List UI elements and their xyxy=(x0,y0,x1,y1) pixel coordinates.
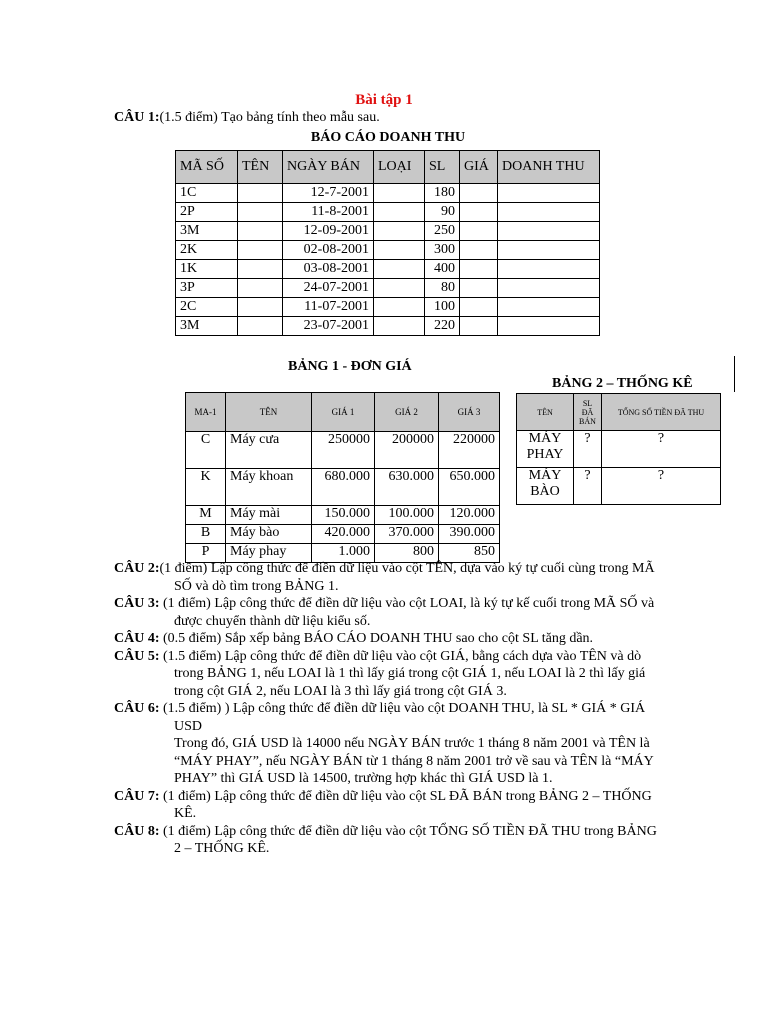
table-cell: 150.000 xyxy=(312,506,375,525)
table-cell: 1.000 xyxy=(312,544,375,563)
table-row xyxy=(176,222,600,241)
table-cell: 02-08-2001 xyxy=(283,241,374,260)
table-header-row xyxy=(176,151,600,184)
question-2 xyxy=(114,560,714,595)
table-cell: 420.000 xyxy=(312,525,375,544)
table-cell: 11-07-2001 xyxy=(283,298,374,317)
header-sl: SL xyxy=(425,151,460,184)
table-cell xyxy=(238,241,283,260)
table-cell: 220 xyxy=(425,317,460,336)
page-title: Bài tập 1 xyxy=(355,92,413,108)
header-ten: TÊN xyxy=(517,394,574,431)
question-label: CÂU 5: xyxy=(114,648,160,664)
table-cell: 650.000 xyxy=(439,469,500,506)
table-cell: 12-09-2001 xyxy=(283,222,374,241)
question-text: PHAY” thì GIÁ USD là 14500, trường hợp khác thì GIÁ USD là 1. xyxy=(174,771,553,786)
table-row xyxy=(517,431,721,468)
table-cell: 2K xyxy=(176,241,238,260)
header-gia: GIÁ xyxy=(460,151,498,184)
table-cell: 120.000 xyxy=(439,506,500,525)
table-cell xyxy=(460,203,498,222)
table-cell xyxy=(460,184,498,203)
table-header-row xyxy=(186,393,500,432)
header-ngay-ban: NGÀY BÁN xyxy=(283,151,374,184)
table-cell xyxy=(498,184,600,203)
question-line xyxy=(114,648,714,666)
table-cell xyxy=(498,298,600,317)
table-cell: 2C xyxy=(176,298,238,317)
question-text: trong cột GIÁ 2, nếu LOAI là 3 thì lấy giá trong cột GIÁ 3. xyxy=(174,683,507,699)
table-cell: 100.000 xyxy=(375,506,439,525)
table-cell xyxy=(374,260,425,279)
table-cell: 3M xyxy=(176,317,238,336)
table-cell: 90 xyxy=(425,203,460,222)
table-cell: Máy khoan xyxy=(226,469,312,506)
table3-frame-line xyxy=(734,356,735,392)
table-cell: 370.000 xyxy=(375,525,439,544)
question-label: CÂU 2: xyxy=(114,561,160,576)
question-label: CÂU 8: xyxy=(114,823,160,839)
table-row xyxy=(186,525,500,544)
question-6 xyxy=(114,700,714,788)
table-cell xyxy=(374,298,425,317)
header-ten: TÊN xyxy=(238,151,283,184)
unit-price-table xyxy=(185,392,500,563)
header-gia-2: GIÁ 2 xyxy=(375,393,439,432)
question-line xyxy=(114,560,714,578)
table-cell: 180 xyxy=(425,184,460,203)
table-row xyxy=(517,468,721,505)
table-row xyxy=(176,279,600,298)
table-row xyxy=(176,241,600,260)
table-cell: 1C xyxy=(176,184,238,203)
questions-list xyxy=(114,560,714,858)
table-cell: M xyxy=(186,506,226,525)
header-tong-so-tien: TỔNG SỐ TIỀN ĐÃ THU xyxy=(602,394,721,431)
table-cell: MÁY BÀO xyxy=(517,468,574,505)
table-cell: 200000 xyxy=(375,432,439,469)
table-cell: ? xyxy=(574,468,602,505)
sales-report-table xyxy=(175,150,600,336)
question-line xyxy=(114,613,714,631)
question-text: trong BẢNG 1, nếu LOAI là 1 thì lấy giá trong cột GIÁ 1, nếu LOAI là 2 thì lấy giá xyxy=(174,666,646,681)
question-1 xyxy=(114,109,380,127)
table-cell xyxy=(460,279,498,298)
header-ma-1: MA-1 xyxy=(186,393,226,432)
table-row xyxy=(176,184,600,203)
question-text: được chuyển thành dữ liệu kiểu số. xyxy=(174,613,371,629)
header-sl-da-ban: SL ĐÃ BÁN xyxy=(574,394,602,431)
question-label: CÂU 6: xyxy=(114,701,160,716)
table3-title: BẢNG 2 – THỐNG KÊ xyxy=(552,376,693,391)
table-cell xyxy=(498,317,600,336)
table-row xyxy=(186,469,500,506)
table-cell xyxy=(374,203,425,222)
table-cell xyxy=(498,203,600,222)
table-cell xyxy=(238,260,283,279)
question-label: CÂU 3: xyxy=(114,596,160,611)
header-loai: LOẠI xyxy=(374,151,425,184)
report-title: BÁO CÁO DOANH THU xyxy=(310,130,466,145)
table-cell xyxy=(498,279,600,298)
table-cell xyxy=(238,317,283,336)
table-cell xyxy=(238,203,283,222)
table-cell xyxy=(374,317,425,336)
question-text: (1 điểm) Lập công thức để điền dữ liệu vào cột SL ĐÃ BÁN trong BẢNG 2 – THỐNG xyxy=(159,788,652,804)
header-doanh-thu: DOANH THU xyxy=(498,151,600,184)
table-cell xyxy=(498,222,600,241)
question-line xyxy=(114,718,714,736)
header-gia-3: GIÁ 3 xyxy=(439,393,500,432)
table-row xyxy=(186,506,500,525)
question-8 xyxy=(114,823,714,858)
question-line xyxy=(114,665,714,683)
question-text: (1.5 điểm) ) Lập công thức để điền dữ liệu vào cột DOANH THU, là SL * GIÁ * GIÁ xyxy=(159,701,646,716)
question-line xyxy=(114,578,714,596)
question-line xyxy=(114,823,714,841)
table-cell xyxy=(238,298,283,317)
table-cell xyxy=(498,260,600,279)
question-text: “MÁY PHAY”, nếu NGÀY BÁN từ 1 tháng 8 năm 2001 trở về sau và TÊN là “MÁY xyxy=(174,753,654,769)
table-cell xyxy=(460,260,498,279)
question-line xyxy=(114,735,714,753)
table-cell: 2P xyxy=(176,203,238,222)
question-line xyxy=(114,805,714,823)
table-cell: 03-08-2001 xyxy=(283,260,374,279)
question-1-text: (1.5 điểm) Tạo bảng tính theo mẫu sau. xyxy=(159,110,380,125)
table-cell xyxy=(460,298,498,317)
table-cell: ? xyxy=(574,431,602,468)
table-cell: 680.000 xyxy=(312,469,375,506)
table-cell xyxy=(374,184,425,203)
table-cell: K xyxy=(186,469,226,506)
table-cell: 12-7-2001 xyxy=(283,184,374,203)
table-cell xyxy=(374,279,425,298)
question-7 xyxy=(114,788,714,823)
table-cell: 850 xyxy=(439,544,500,563)
table-cell xyxy=(374,222,425,241)
question-line xyxy=(114,840,714,858)
table-cell: 390.000 xyxy=(439,525,500,544)
question-text: SỐ và dò tìm trong BẢNG 1. xyxy=(174,578,339,594)
table-cell: 250 xyxy=(425,222,460,241)
question-line xyxy=(114,595,714,613)
question-line xyxy=(114,788,714,806)
table-cell: 300 xyxy=(425,241,460,260)
question-line xyxy=(114,700,714,718)
statistics-table xyxy=(516,393,721,505)
table2-title: BẢNG 1 - ĐƠN GIÁ xyxy=(288,359,412,374)
table-cell: 630.000 xyxy=(375,469,439,506)
table-cell: 23-07-2001 xyxy=(283,317,374,336)
table-cell: P xyxy=(186,544,226,563)
table-cell: 250000 xyxy=(312,432,375,469)
header-gia-1: GIÁ 1 xyxy=(312,393,375,432)
table-cell xyxy=(374,241,425,260)
table-cell: Máy bào xyxy=(226,525,312,544)
question-5 xyxy=(114,648,714,701)
question-text: 2 – THỐNG KÊ. xyxy=(174,841,270,856)
table-cell: ? xyxy=(602,431,721,468)
question-4 xyxy=(114,630,714,648)
question-line xyxy=(114,630,714,648)
table-cell: 3P xyxy=(176,279,238,298)
table-cell: 800 xyxy=(375,544,439,563)
table-cell: Máy cưa xyxy=(226,432,312,469)
table-cell: 24-07-2001 xyxy=(283,279,374,298)
question-text: (1 điểm) Lập công thức để điền dữ liệu vào cột TÊN, dựa vào ký tự cuối cùng trong MÃ xyxy=(159,561,655,576)
header-ten: TÊN xyxy=(226,393,312,432)
table-cell: 11-8-2001 xyxy=(283,203,374,222)
question-text: Trong đó, GIÁ USD là 14000 nếu NGÀY BÁN trước 1 tháng 8 năm 2001 và TÊN là xyxy=(174,736,650,751)
question-text: (1 điểm) Lập công thức để điền dữ liệu vào cột TỔNG SỐ TIỀN ĐÃ THU trong BẢNG xyxy=(159,823,657,839)
question-line xyxy=(114,770,714,788)
table-cell: 3M xyxy=(176,222,238,241)
table-cell: 100 xyxy=(425,298,460,317)
table-row xyxy=(176,203,600,222)
table-cell: MÁY PHAY xyxy=(517,431,574,468)
table-cell xyxy=(238,279,283,298)
question-text: (0.5 điểm) Sắp xếp bảng BÁO CÁO DOANH THU sao cho cột SL tăng dần. xyxy=(159,631,594,646)
table-cell xyxy=(498,241,600,260)
table-cell xyxy=(460,241,498,260)
table-cell: C xyxy=(186,432,226,469)
table-cell xyxy=(238,184,283,203)
table-cell: ? xyxy=(602,468,721,505)
table-row xyxy=(176,317,600,336)
question-line xyxy=(114,683,714,701)
table-cell: 220000 xyxy=(439,432,500,469)
question-text: (1 điểm) Lập công thức để điền dữ liệu vào cột LOAI, là ký tự kế cuối trong MÃ SỐ và xyxy=(159,596,655,611)
table-cell: 1K xyxy=(176,260,238,279)
question-text: (1.5 điểm) Lập công thức để điền dữ liệu vào cột GIÁ, bằng cách dựa vào TÊN và dò xyxy=(159,648,642,664)
question-line xyxy=(114,753,714,771)
table-row xyxy=(186,432,500,469)
table-cell: B xyxy=(186,525,226,544)
table-header-row xyxy=(517,394,721,431)
question-3 xyxy=(114,595,714,630)
header-ma-so: MÃ SỐ xyxy=(176,151,238,184)
table-cell: 80 xyxy=(425,279,460,298)
question-label: CÂU 7: xyxy=(114,788,160,804)
table-cell: Máy mài xyxy=(226,506,312,525)
table-row xyxy=(176,260,600,279)
question-1-label: CÂU 1: xyxy=(114,110,160,125)
table-cell xyxy=(238,222,283,241)
table-cell: 400 xyxy=(425,260,460,279)
table-cell xyxy=(460,317,498,336)
table-cell: Máy phay xyxy=(226,544,312,563)
question-text: KÊ. xyxy=(174,806,197,821)
table-cell xyxy=(460,222,498,241)
table-row xyxy=(176,298,600,317)
question-text: USD xyxy=(174,718,203,734)
question-label: CÂU 4: xyxy=(114,631,160,646)
